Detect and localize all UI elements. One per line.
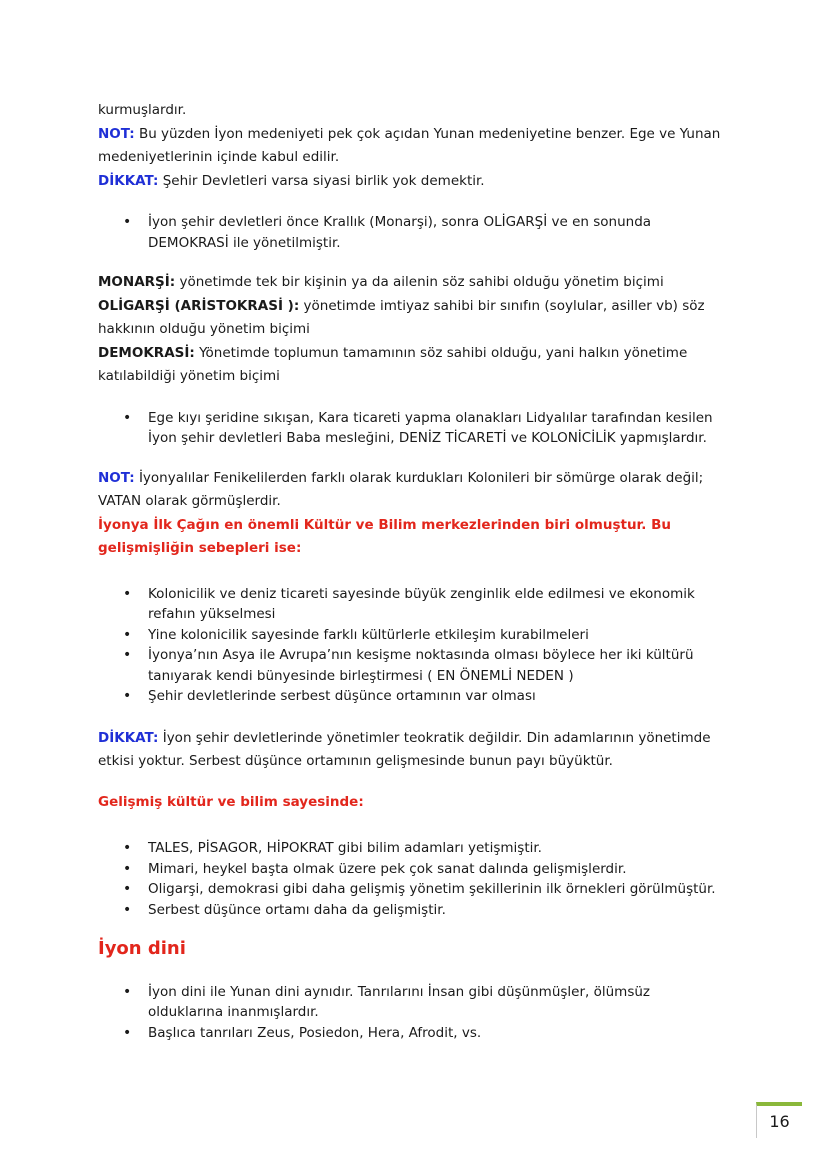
note-text: İyonyalılar Fenikelilerden farklı olarak kurdukları Kolonileri bir sömürge olarak değil; VATAN olarak görmüşlerdir. — [98, 469, 704, 509]
list-item: • Şehir devletlerinde serbest düşünce ortamının var olması — [98, 686, 728, 707]
dikkat-label: DİKKAT: — [98, 729, 159, 746]
bullet-list-trade — [98, 408, 728, 449]
definition-text: yönetimde imtiyaz sahibi bir sınıfın (soylular, asiller vb) söz hakkının olduğu yönetim biçimi — [98, 297, 705, 337]
list-item: • Kolonicilik ve deniz ticareti sayesinde büyük zenginlik elde edilmesi ve ekonomik refahın yükselmesi — [98, 584, 728, 625]
bullet-list-government — [98, 212, 658, 253]
highlight-paragraph: İyonya İlk Çağın en önemli Kültür ve Bilim merkezlerinden biri olmuştur. Bu gelişmişliğin sebepleri ise: — [98, 516, 672, 556]
list-item: • Yine kolonicilik sayesinde farklı kültürlerle etkileşim kurabilmeleri — [98, 625, 728, 646]
note-paragraph-2 — [98, 467, 728, 514]
list-item: • İyon şehir devletleri önce Krallık (Monarşi), sonra OLİGARŞİ ve en sonunda DEMOKRASİ ile yönetilmiştir. — [98, 212, 658, 253]
bullet-list-culture — [98, 838, 728, 920]
bullet-list-reasons — [98, 584, 728, 707]
definition-label: DEMOKRASİ: — [98, 344, 195, 361]
list-item: • Oligarşi, demokrasi gibi daha gelişmiş yönetim şekillerinin ilk örnekleri görülmüştür. — [98, 879, 728, 900]
note-paragraph — [98, 123, 728, 170]
dikkat-text: İyon şehir devletlerinde yönetimler teokratik değildir. Din adamlarının yönetimde etkisi yoktur. Serbest düşünce ortamının gelişmesinde bunun payı büyüktür. — [98, 729, 711, 769]
list-item: • İyon dini ile Yunan dini aynıdır. Tanrılarını İnsan gibi düşünmüşler, ölümsüz olduklarına inanmışlardır. — [98, 982, 678, 1023]
list-item: • Serbest düşünce ortamı daha da gelişmiştir. — [98, 900, 728, 921]
document-body — [98, 99, 728, 1043]
subheading-culture: Gelişmiş kültür ve bilim sayesinde: — [98, 793, 364, 810]
bullet-list-religion — [98, 982, 678, 1044]
list-item: • Ege kıyı şeridine sıkışan, Kara ticareti yapma olanakları Lidyalılar tarafından kesilen İyon şehir devletleri Baba mesleğini, DENİZ TİCARETİ ve KOLONİCİLİK yapmışlardır. — [98, 408, 728, 449]
dikkat-paragraph — [98, 170, 728, 194]
note-text: Bu yüzden İyon medeniyeti pek çok açıdan Yunan medeniyetine benzer. Ege ve Yunan medeniyetlerinin içinde kabul edilir. — [98, 125, 721, 165]
paragraph-kurmuslardir: kurmuşlardır. — [98, 102, 187, 118]
dikkat-label: DİKKAT: — [98, 172, 159, 189]
list-item: • İyonya’nın Asya ile Avrupa’nın kesişme noktasında olması böylece her iki kültürü tanıyarak kendi bünyesinde birleştirmesi ( EN ÖNEMLİ NEDEN ) — [98, 645, 728, 686]
note-label: NOT: — [98, 469, 135, 486]
definitions — [98, 271, 728, 389]
dikkat-text: Şehir Devletleri varsa siyasi birlik yok demektir. — [158, 172, 485, 189]
dikkat-paragraph-2 — [98, 727, 728, 774]
definition-text: yönetimde tek bir kişinin ya da ailenin söz sahibi olduğu yönetim biçimi — [175, 274, 664, 290]
definition-demokrasi — [98, 342, 728, 389]
definition-oligarsi — [98, 295, 728, 342]
definition-text: Yönetimde toplumun tamamının söz sahibi olduğu, yani halkın yönetime katılabildiği yönetim biçimi — [98, 344, 688, 384]
list-item: • TALES, PİSAGOR, HİPOKRAT gibi bilim adamları yetişmiştir. — [98, 838, 728, 859]
definition-label: OLİGARŞİ (ARİSTOKRASİ ): — [98, 297, 300, 314]
page-number: 16 — [756, 1102, 802, 1138]
definition-monarsi — [98, 271, 728, 295]
definition-label: MONARŞİ: — [98, 274, 176, 290]
section-heading: İyon dini — [98, 938, 186, 959]
note-label: NOT: — [98, 125, 135, 142]
list-item: • Başlıca tanrıları Zeus, Posiedon, Hera, Afrodit, vs. — [98, 1023, 678, 1044]
list-item: • Mimari, heykel başta olmak üzere pek çok sanat dalında gelişmişlerdir. — [98, 859, 728, 880]
